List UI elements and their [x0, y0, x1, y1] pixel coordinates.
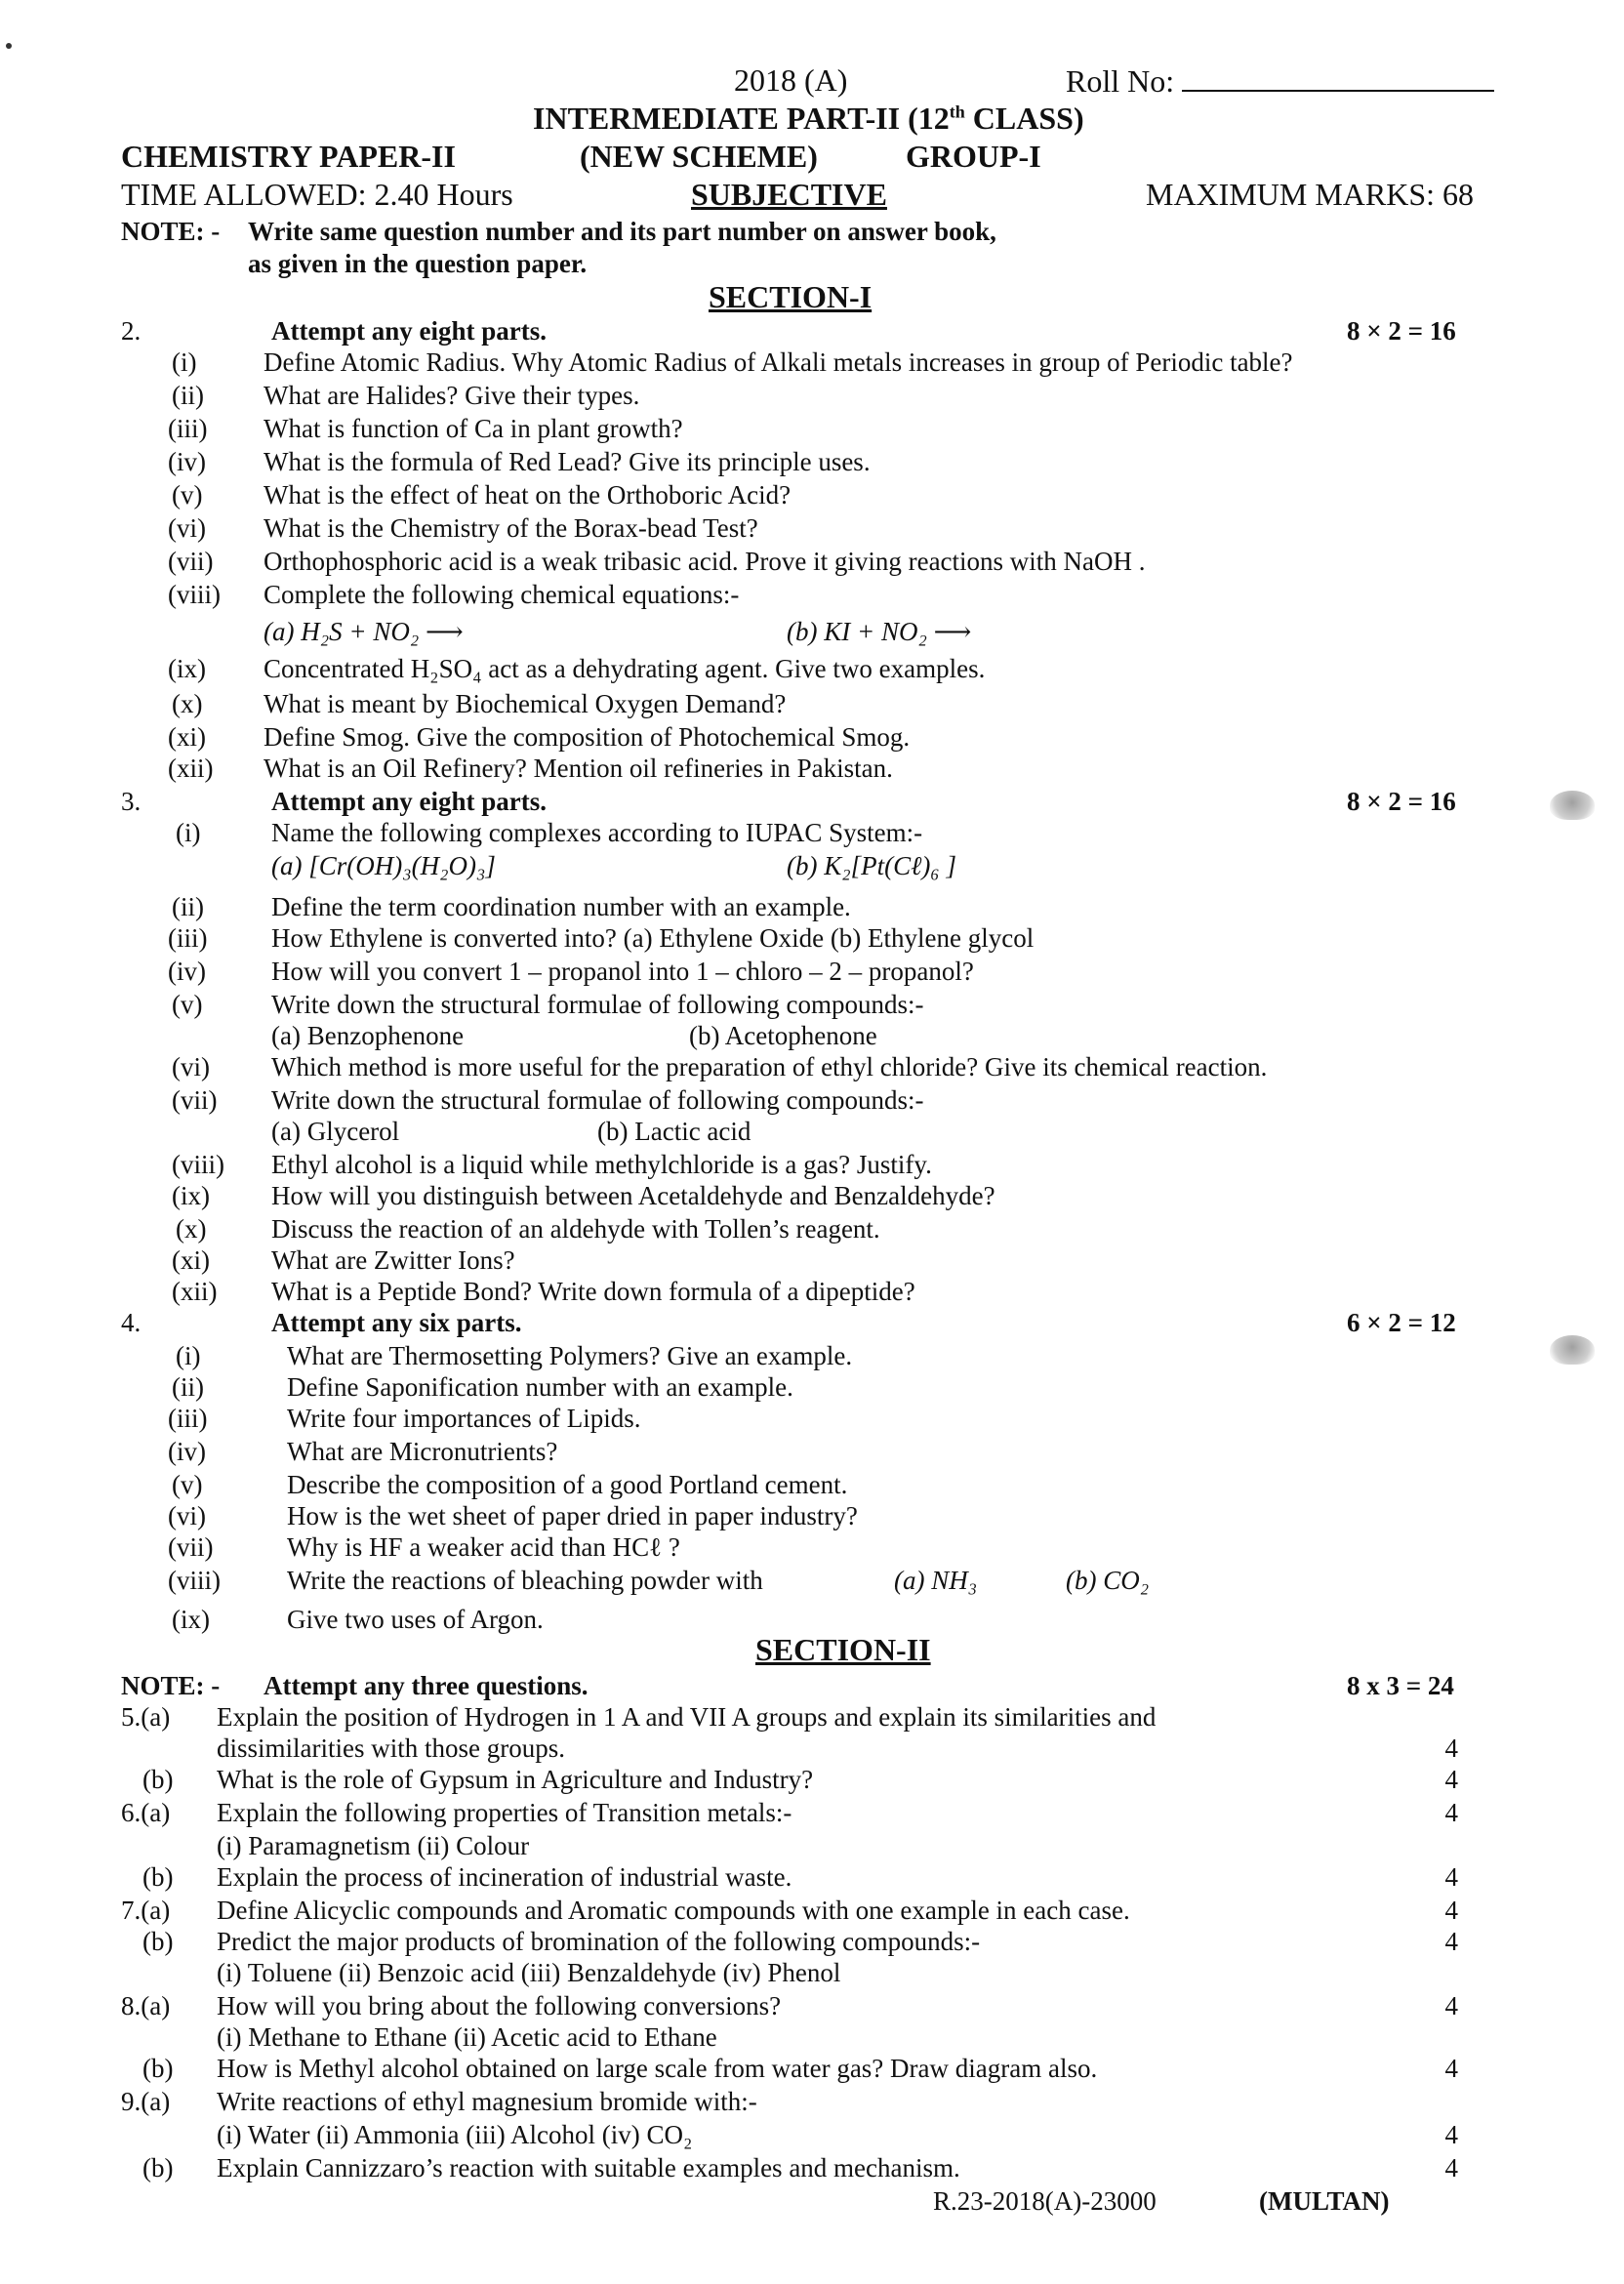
question-subparts: (i) Methane to Ethane (ii) Acetic acid to Ethane: [217, 2022, 717, 2052]
part-text: What is the effect of heat on the Orthoboric Acid?: [264, 480, 792, 510]
part-text: Define Smog. Give the composition of Photochemical Smog.: [264, 722, 911, 752]
scan-smudge: [1550, 1335, 1595, 1365]
question-number: 8.(a): [121, 1991, 171, 2020]
part-number: (ii): [172, 1372, 204, 1402]
part-text: Define Atomic Radius. Why Atomic Radius of Alkali metals increases in group of Periodic table?: [264, 347, 1293, 377]
part-text: How will you distinguish between Acetaldehyde and Benzaldehyde?: [271, 1181, 995, 1210]
scan-speck: [6, 43, 12, 49]
question-text: How will you bring about the following conversions?: [217, 1991, 782, 2020]
paper-code: R.23-2018(A)-23000: [933, 2186, 1157, 2216]
question-number: 3.: [121, 787, 142, 816]
note-label: NOTE: -: [121, 217, 221, 246]
time-allowed: TIME ALLOWED: 2.40 Hours: [121, 177, 513, 212]
question-text: Explain the position of Hydrogen in 1 A and VII A groups and explain its similarities and: [217, 1702, 1157, 1732]
part-number: (xi): [172, 1245, 210, 1275]
question-subparts: (i) Toluene (ii) Benzoic acid (iii) Benzaldehyde (iv) Phenol: [217, 1958, 841, 1987]
part-number: (x): [176, 1214, 207, 1244]
part-text: Write down the structural formulae of following compounds:-: [271, 990, 924, 1019]
part-text: Define the term coordination number with an example.: [271, 892, 851, 921]
part-text: What are Micronutrients?: [287, 1437, 558, 1466]
question-number: (b): [142, 1862, 174, 1892]
question-marks: 8 × 2 = 16: [1347, 316, 1456, 346]
question-number: (b): [142, 2153, 174, 2182]
question-marks: 8 × 2 = 16: [1347, 787, 1456, 816]
part-number: (ii): [172, 892, 204, 921]
question-instruction: Attempt any six parts.: [271, 1308, 522, 1337]
question-mark: 4: [1444, 1733, 1458, 1763]
part-number: (x): [172, 689, 203, 718]
question-text: Define Alicyclic compounds and Aromatic compounds with one example in each case.: [217, 1896, 1130, 1925]
part-number: (ix): [172, 1605, 210, 1634]
question-number: 2.: [121, 316, 142, 346]
question-mark: 4: [1444, 2120, 1458, 2149]
paper-scheme: (NEW SCHEME): [580, 139, 818, 174]
paper-subject: CHEMISTRY PAPER-II: [121, 139, 456, 174]
section-1-title: SECTION-I: [709, 279, 873, 314]
question-text: What is the role of Gypsum in Agriculture and Industry?: [217, 1765, 814, 1794]
part-text: What are Thermosetting Polymers? Give an example.: [287, 1341, 853, 1370]
question-instruction: Attempt any eight parts.: [271, 316, 547, 346]
roll-number-label: Roll No:: [1066, 63, 1175, 99]
part-text: What is the formula of Red Lead? Give its principle uses.: [264, 447, 871, 476]
question-text: Write reactions of ethyl magnesium bromide with:-: [217, 2087, 757, 2116]
part-number: (iv): [168, 1437, 206, 1466]
part-number: (vii): [172, 1085, 218, 1115]
part-number: (ii): [172, 381, 204, 410]
question-number: 4.: [121, 1308, 142, 1337]
question-number: (b): [142, 1765, 174, 1794]
part-number: (xii): [172, 1277, 218, 1306]
part-text: Name the following complexes according to IUPAC System:-: [271, 818, 923, 847]
part-text: Discuss the reaction of an aldehyde with Tollen’s reagent.: [271, 1214, 880, 1244]
compound-b: (b) Acetophenone: [689, 1021, 877, 1050]
question-text: Explain the following properties of Transition metals:-: [217, 1798, 792, 1827]
question-number: (b): [142, 2054, 174, 2083]
part-number: (ix): [172, 1181, 210, 1210]
part-number: (iv): [168, 957, 206, 986]
part-text: Write four importances of Lipids.: [287, 1404, 641, 1433]
part-number: (vi): [172, 1052, 210, 1081]
reactant-b: (b) CO₂: [1066, 1566, 1150, 1595]
roll-number-field: [1066, 62, 1494, 100]
part-text: What is function of Ca in plant growth?: [264, 414, 683, 443]
part-text: What is a Peptide Bond? Write down formula of a dipeptide?: [271, 1277, 915, 1306]
part-number: (viii): [168, 1566, 221, 1595]
scan-smudge: [1550, 791, 1595, 820]
question-number: 5.(a): [121, 1702, 171, 1732]
question-mark: 4: [1444, 1927, 1458, 1956]
question-text: Explain Cannizzaro’s reaction with suitable examples and mechanism.: [217, 2153, 960, 2182]
part-number: (iv): [168, 447, 206, 476]
part-number: (iii): [168, 414, 208, 443]
section-2-note-label: NOTE: -: [121, 1671, 221, 1700]
board-city: (MULTAN): [1259, 2186, 1390, 2216]
part-text: What are Halides? Give their types.: [264, 381, 640, 410]
question-subparts: (i) Paramagnetism (ii) Colour: [217, 1831, 530, 1860]
part-number: (xii): [168, 754, 214, 783]
part-text: Define Saponification number with an example.: [287, 1372, 793, 1402]
part-text: Orthophosphoric acid is a weak tribasic acid. Prove it giving reactions with NaOH .: [264, 547, 1146, 576]
complex-a: (a) [Cr(OH)₃(H₂O)₃]: [271, 851, 496, 880]
part-number: (vi): [168, 513, 206, 543]
question-number: 7.(a): [121, 1896, 171, 1925]
part-number: (vi): [168, 1501, 206, 1530]
part-number: (vii): [168, 547, 214, 576]
part-text: What are Zwitter Ions?: [271, 1245, 515, 1275]
part-number: (iii): [168, 923, 208, 953]
part-number: (ix): [168, 654, 206, 683]
question-mark: 4: [1444, 1862, 1458, 1892]
question-number: 9.(a): [121, 2087, 171, 2116]
exam-title: INTERMEDIATE PART-II (12th CLASS): [533, 101, 1084, 136]
part-number: (v): [172, 480, 203, 510]
part-text: How is the wet sheet of paper dried in paper industry?: [287, 1501, 858, 1530]
question-text: Predict the major products of bromination of the following compounds:-: [217, 1927, 981, 1956]
exam-year: 2018 (A): [734, 62, 848, 98]
question-mark: 4: [1444, 2054, 1458, 2083]
question-text: How is Methyl alcohol obtained on large scale from water gas? Draw diagram also.: [217, 2054, 1098, 2083]
question-mark: 4: [1444, 1798, 1458, 1827]
question-number: 6.(a): [121, 1798, 171, 1827]
question-marks: 6 × 2 = 12: [1347, 1308, 1456, 1337]
part-number: (xi): [168, 722, 206, 752]
part-text: Complete the following chemical equations:-: [264, 580, 740, 609]
reactant-a: (a) NH₃: [894, 1566, 978, 1595]
part-text: Ethyl alcohol is a liquid while methylchloride is a gas? Justify.: [271, 1150, 932, 1179]
part-number: (i): [172, 347, 197, 377]
question-mark: 4: [1444, 1896, 1458, 1925]
part-text: What is meant by Biochemical Oxygen Demand?: [264, 689, 787, 718]
note-line-2: as given in the question paper.: [248, 249, 588, 278]
question-number: (b): [142, 1927, 174, 1956]
part-text: Write down the structural formulae of following compounds:-: [271, 1085, 924, 1115]
question-instruction: Attempt any eight parts.: [271, 787, 547, 816]
equation-a: (a) H₂S + NO₂ ⟶: [264, 617, 464, 646]
roll-number-blank: [1182, 62, 1494, 92]
equation-b: (b) KI + NO₂ ⟶: [787, 617, 972, 646]
question-mark: 4: [1444, 1991, 1458, 2020]
complex-b: (b) K₂[Pt(Cℓ)₆ ]: [787, 851, 957, 880]
part-text: How Ethylene is converted into? (a) Ethylene Oxide (b) Ethylene glycol: [271, 923, 1035, 953]
part-number: (v): [172, 990, 203, 1019]
compound-a: (a) Glycerol: [271, 1117, 400, 1146]
paper-type: SUBJECTIVE: [691, 177, 887, 212]
part-text: Which method is more useful for the preparation of ethyl chloride? Give its chemical reaction.: [271, 1052, 1268, 1081]
part-text: How will you convert 1 – propanol into 1 – chloro – 2 – propanol?: [271, 957, 974, 986]
part-text: What is an Oil Refinery? Mention oil refineries in Pakistan.: [264, 754, 893, 783]
note-line-1: Write same question number and its part number on answer book,: [248, 217, 996, 246]
part-number: (viii): [172, 1150, 224, 1179]
paper-group: GROUP-I: [906, 139, 1041, 174]
part-text: Write the reactions of bleaching powder with: [287, 1566, 763, 1595]
part-number: (iii): [168, 1404, 208, 1433]
question-mark: 4: [1444, 2153, 1458, 2182]
part-text: Describe the composition of a good Portland cement.: [287, 1470, 848, 1499]
maximum-marks: MAXIMUM MARKS: 68: [1146, 177, 1475, 212]
question-text: Explain the process of incineration of industrial waste.: [217, 1862, 792, 1892]
compound-b: (b) Lactic acid: [597, 1117, 751, 1146]
part-text: Give two uses of Argon.: [287, 1605, 544, 1634]
section-2-title: SECTION-II: [755, 1632, 931, 1667]
part-text: Why is HF a weaker acid than HCℓ ?: [287, 1532, 680, 1562]
part-number: (i): [176, 1341, 201, 1370]
part-number: (i): [176, 818, 201, 847]
part-number: (vii): [168, 1532, 214, 1562]
question-text: dissimilarities with those groups.: [217, 1733, 565, 1763]
part-text: Concentrated H₂SO₄ act as a dehydrating agent. Give two examples.: [264, 654, 986, 683]
compound-a: (a) Benzophenone: [271, 1021, 465, 1050]
part-number: (v): [172, 1470, 203, 1499]
question-mark: 4: [1444, 1765, 1458, 1794]
question-subparts: (i) Water (ii) Ammonia (iii) Alcohol (iv) CO₂: [217, 2120, 693, 2149]
section-2-note: Attempt any three questions.: [264, 1671, 589, 1700]
part-text: What is the Chemistry of the Borax-bead Test?: [264, 513, 758, 543]
section-2-marks: 8 x 3 = 24: [1347, 1671, 1454, 1700]
part-number: (viii): [168, 580, 221, 609]
